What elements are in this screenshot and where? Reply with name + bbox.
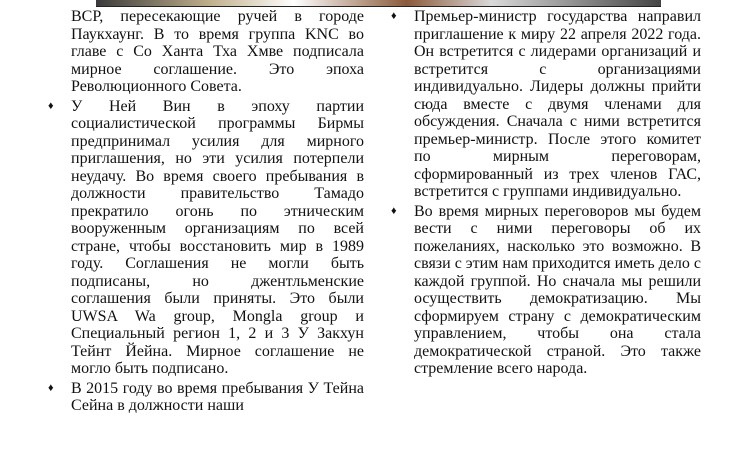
bullet-text: В 2015 году во время пребывания У Тейна Сейна в должности наши: [71, 379, 364, 414]
diamond-bullet-icon: ♦: [48, 99, 54, 112]
header-photo-strip: [96, 0, 661, 7]
paragraph-continuation: [48, 8, 364, 96]
bullet-text: У Ней Вин в эпоху партии социалистической программы Бирмы предпринимал усилия для мирного приглашения, но эти усилия потерпели неудачу. Во время своего пребывания в должности правительство Тамадо прекратило огонь по этническим вооруженным организациям по всей стране, чтобы восстановить мир в 1989 году. Соглашения не могли быть подписаны, но джентльменские соглашения были приняты. Это были UWSA Wa group, Mongla group и Специальный регион 1, 2 и 3 У Закхун Тейнт Йейна. Мирное соглашение не могло быть подписано.: [71, 97, 364, 377]
left-column: [48, 8, 364, 415]
diamond-bullet-icon: ♦: [48, 381, 54, 394]
bullet-item-2015: [48, 380, 364, 415]
bullet-item-prime-minister: [391, 8, 701, 201]
diamond-bullet-icon: ♦: [391, 204, 397, 217]
bullet-item-peace-talks: [391, 203, 701, 378]
paragraph-text: ВСР, пересекающие ручей в городе Паукхаунг. В то время группа KNC во главе с Со Ханта Тха Хмве подписала мирное соглашение. Это эпоха Революционного Совета.: [71, 8, 364, 95]
bullet-text: Премьер-министр государства направил приглашение к миру 22 апреля 2022 года. Он встретится с лидерами организаций и встретится с организациями индивидуально. Лидеры должны прийти сюда вместе с двумя членами для обсуждения. Сначала с ними встретится премьер-министр. После этого комитет по мирным переговорам, сформированный из трех членов ГАС, встретится с группами индивидуально.: [414, 8, 701, 200]
bullet-item-ne-win: [48, 98, 364, 378]
diamond-bullet-icon: ♦: [391, 10, 397, 22]
right-column: [391, 8, 701, 378]
bullet-text: Во время мирных переговоров мы будем вести с ними переговоры об их пожеланиях, насколько это возможно. В связи с этим нам приходится иметь дело с каждой группой. Но сначала мы решили осуществить демократизацию. Мы сформируем страну с демократическим управлением, чтобы она стала демократической страной. Это также стремление всего народа.: [414, 202, 701, 377]
